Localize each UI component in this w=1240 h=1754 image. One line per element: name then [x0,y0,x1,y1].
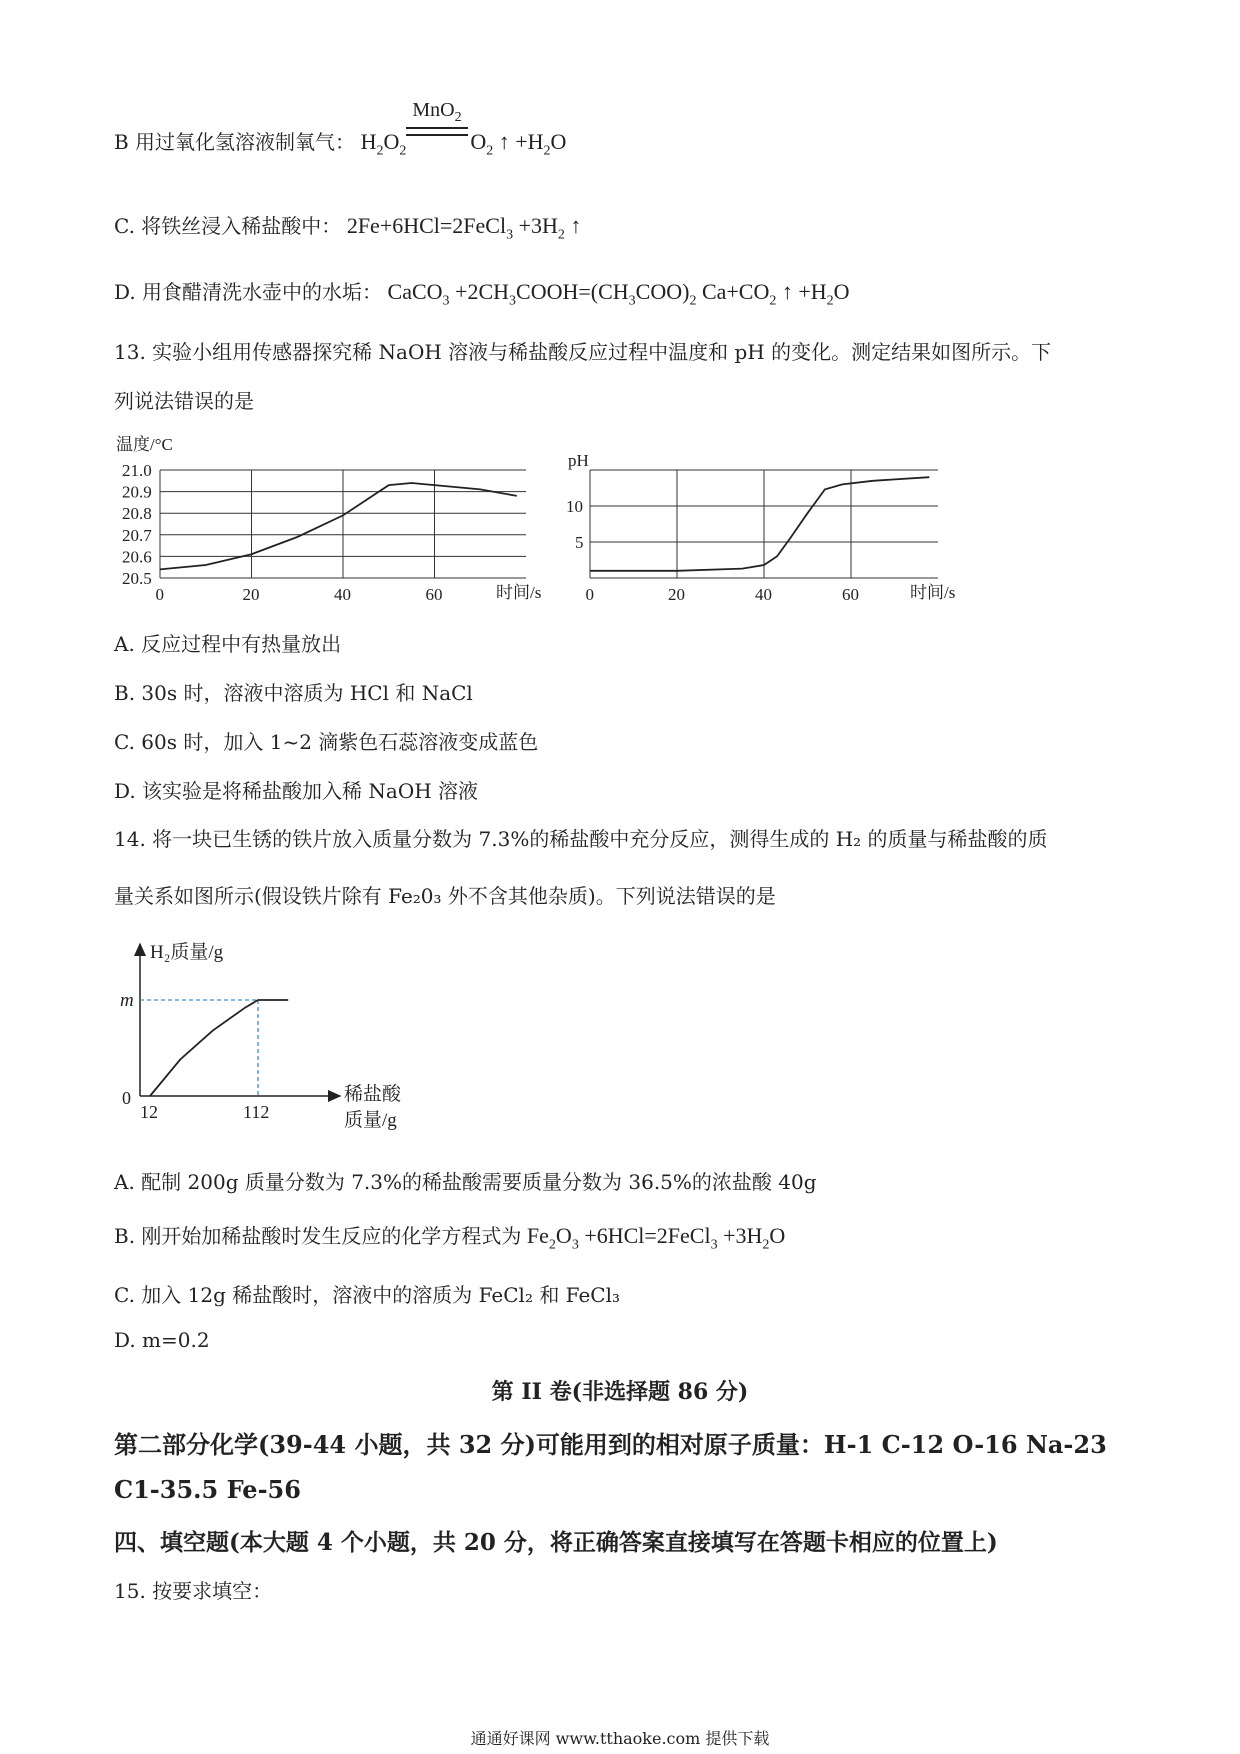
h2-mass-chart [108,936,428,1136]
q14-option-b-equation: $Fe_2O_3$ +6HCl=2FeCl$_3$ $+3H_2O$ [526,1223,786,1253]
ph-y-tick-label: 10 [566,497,583,516]
double-line-sign [406,127,468,136]
q12-option-d [114,276,850,309]
temp-y-tick-label: 20.8 [122,504,152,524]
ph-x-tick-label: 40 [755,585,772,602]
q14-option-a: A. 配制 200g 质量分数为 7.3%的稀盐酸需要质量分数为 36.5%的浓盐酸 40g [114,1170,817,1194]
ph-chart-x-ticks [586,585,860,602]
h2-y-tick-m: m [120,990,134,1011]
q14-stem-line1: 14. 将一块已生锈的铁片放入质量分数为 7.3%的稀盐酸中充分反应，测得生成的 H₂ 的质量与稀盐酸的质 [114,827,1048,851]
q12-option-c-label: C. 将铁丝浸入稀盐酸中： [114,214,342,238]
q15-stem: 15. 按要求填空： [114,1579,273,1603]
temperature-chart [108,432,548,602]
q12-option-c-equation: 2Fe+6HCl=2FeCl$_3$ $+3H_2$ ↑ [346,213,582,243]
ph-y-tick-label: 5 [575,533,584,552]
q12-option-d-label: D. 用食醋清洗水壶中的水垢： [114,280,383,304]
ph-chart-xlabel: 时间/s [910,583,956,602]
temp-chart-ylabel: 温度/°C [116,435,173,454]
h2-series-line [150,1000,288,1096]
ph-x-tick-label: 0 [585,585,594,602]
ph-chart-ylabel: pH [568,451,589,470]
temp-x-tick-label: 60 [425,585,443,602]
footer-credit: 通通好课网 www.tthaoke.com 提供下载 [470,1729,770,1748]
ph-x-tick-label: 60 [842,585,859,602]
q12-option-c [114,210,581,243]
h2-x-tick-label: 12 [140,1102,158,1122]
section2-part-line1: 第二部分化学(39-44 小题，共 32 分)可能用到的相对原子质量：H-1 C-12 O-16 Na-23 [114,1430,1107,1459]
q14-option-b-label: B. 刚开始加稀盐酸时发生反应的化学方程式为 [114,1224,522,1248]
ph-chart-grid [590,470,938,578]
section2-title: 第 II 卷(非选择题 86 分) [491,1379,749,1405]
q12-option-d-equation: CaCO$_3$ $+2CH_3COOH=(CH_3COO)_2$ $Ca+CO_2$ ↑ $+H_2O$ [387,279,850,309]
temp-y-tick-label: 20.9 [122,482,152,502]
ph-chart [560,432,980,602]
q12-option-b [114,99,567,159]
q13-stem-line2: 列说法错误的是 [114,389,254,413]
ph-chart-y-ticks [566,497,584,552]
h2-chart-xlabel-line1: 稀盐酸 [344,1084,402,1105]
h2-chart-ylabel: H₂质量/g [150,942,224,963]
q13-option-b: B. 30s 时，溶液中溶质为 HCl 和 NaCl [114,681,473,705]
h2-x-tick-label: 112 [243,1102,270,1122]
q13-option-c: C. 60s 时，加入 1~2 滴紫色石蕊溶液变成蓝色 [114,730,539,754]
temp-chart-grid [160,470,526,578]
ph-series-line [590,477,929,571]
q13-stem-line1: 13. 实验小组用传感器探究稀 NaOH 溶液与稀盐酸反应过程中温度和 pH 的变化。测定结果如图所示。下 [114,340,1052,364]
temp-y-tick-label: 20.5 [122,569,152,588]
temp-y-tick-label: 21.0 [122,461,152,480]
section2-part-line2: C1-35.5 Fe-56 [114,1475,301,1504]
section2-heading4: 四、填空题(本大题 4 个小题，共 20 分，将正确答案直接填写在答题卡相应的位置上) [114,1529,998,1556]
q12-option-b-equation: $H_2O_2$ MnO$_2$ $O_2$ ↑ $+H_2O$ [360,99,567,159]
q14-option-d: D. m=0.2 [114,1328,210,1352]
temp-y-tick-label: 20.7 [122,525,152,545]
catalyst-label: MnO$_2$ [412,99,462,125]
h2-chart-xlabel-line2: 质量/g [344,1110,397,1131]
temp-y-tick-label: 20.6 [122,547,152,567]
temp-x-tick-label: 0 [155,585,164,602]
temp-chart-xlabel: 时间/s [496,583,542,602]
q13-option-d: D. 该实验是将稀盐酸加入稀 NaOH 溶液 [114,779,479,803]
q13-option-a: A. 反应过程中有热量放出 [114,632,342,656]
temp-x-tick-label: 20 [242,585,260,602]
ph-x-tick-label: 20 [668,585,685,602]
temp-x-tick-label: 40 [334,585,351,602]
temp-chart-y-ticks [122,461,152,588]
q12-option-b-label: B 用过氧化氢溶液制氧气： [114,130,356,154]
q14-option-c: C. 加入 12g 稀盐酸时，溶液中的溶质为 FeCl₂ 和 FeCl₃ [114,1283,621,1307]
q14-option-b [114,1220,785,1253]
h2-x-ticks [140,1102,269,1122]
temp-chart-x-ticks [156,585,443,602]
q14-stem-line2: 量关系如图所示(假设铁片除有 Fe₂0₃ 外不含其他杂质)。下列说法错误的是 [114,884,776,908]
h2-origin-label: 0 [122,1088,131,1108]
